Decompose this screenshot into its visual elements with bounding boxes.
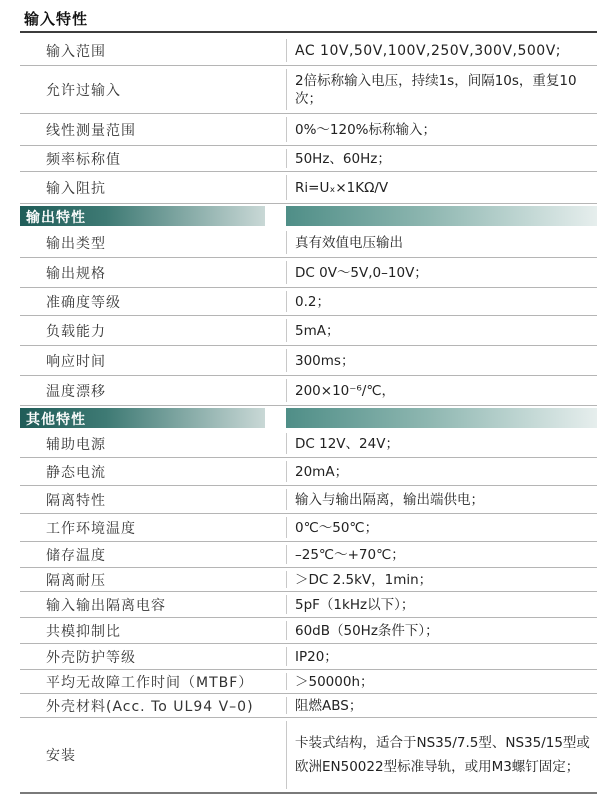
table-row xyxy=(20,670,597,694)
row-label: 频率标称值 xyxy=(46,151,121,168)
column-divider xyxy=(286,433,287,454)
row-label: 安装 xyxy=(46,748,76,764)
row-label: 线性测量范围 xyxy=(46,122,136,139)
column-divider xyxy=(286,175,287,200)
table-row xyxy=(20,694,597,718)
column-divider xyxy=(286,349,287,372)
page-title: 输入特性 xyxy=(24,10,89,28)
column-divider xyxy=(286,261,287,284)
column-divider xyxy=(286,489,287,510)
row-label: 工作环境温度 xyxy=(46,520,136,537)
section-header-bar-right xyxy=(286,206,597,226)
row-value: 200×10⁻⁶/℃， xyxy=(295,382,396,399)
row-label: 平均无故障工作时间（MTBF） xyxy=(46,674,254,691)
row-label: 共模抑制比 xyxy=(46,623,121,640)
row-value: ＞DC 2.5kV，1min； xyxy=(295,571,433,588)
row-value: Ri=Uₓ×1KΩ/V xyxy=(295,179,389,196)
column-divider xyxy=(286,39,287,62)
column-divider xyxy=(286,647,287,666)
table-row xyxy=(20,592,597,618)
column-divider xyxy=(286,461,287,482)
table-row xyxy=(20,618,597,644)
table-row xyxy=(20,376,597,406)
row-label: 负载能力 xyxy=(46,323,106,340)
title-underline xyxy=(20,31,597,33)
section-header-other xyxy=(20,408,597,428)
table-row xyxy=(20,346,597,376)
row-value: DC 0V～5V,0–10V； xyxy=(295,264,428,281)
table-row xyxy=(20,146,597,172)
table-row xyxy=(20,458,597,486)
column-divider xyxy=(286,319,287,342)
table-row xyxy=(20,644,597,670)
row-label: 辅助电源 xyxy=(46,436,106,453)
row-value: –25℃～+70℃； xyxy=(295,546,405,563)
column-divider xyxy=(286,517,287,538)
table-row xyxy=(20,316,597,346)
section-header-output xyxy=(20,206,597,226)
column-divider xyxy=(286,117,287,142)
row-value: IP20； xyxy=(295,648,338,665)
column-divider xyxy=(286,545,287,564)
column-divider xyxy=(286,69,287,110)
row-value: AC 10V,50V,100V,250V,300V,500V; xyxy=(295,42,562,59)
row-label: 温度漂移 xyxy=(46,383,106,400)
row-label: 隔离特性 xyxy=(46,492,106,509)
row-value: 5mA； xyxy=(295,322,340,339)
table-row xyxy=(20,228,597,258)
row-label: 输入范围 xyxy=(46,43,106,60)
row-label: 输出类型 xyxy=(46,235,106,252)
table-row xyxy=(20,288,597,316)
row-value: 0.2； xyxy=(295,293,330,310)
row-label: 外壳防护等级 xyxy=(46,649,136,666)
row-value: 阻燃ABS； xyxy=(295,697,363,714)
column-divider xyxy=(286,673,287,690)
row-value: 真有效值电压输出 xyxy=(295,234,403,251)
section-title: 其他特性 xyxy=(26,412,86,428)
row-label: 准确度等级 xyxy=(46,294,121,311)
row-label: 隔离耐压 xyxy=(46,572,106,589)
column-divider xyxy=(286,595,287,614)
row-value: 0%～120%标称输入； xyxy=(295,121,437,138)
row-value: 输入与输出隔离，输出端供电； xyxy=(295,491,484,508)
column-divider xyxy=(286,721,287,789)
section-header-bar xyxy=(20,408,265,428)
table-row xyxy=(20,568,597,592)
row-value: 5pF（1kHz以下）； xyxy=(295,596,415,613)
table-row xyxy=(20,114,597,146)
column-divider xyxy=(286,231,287,254)
table-row xyxy=(20,430,597,458)
row-label: 输入阻抗 xyxy=(46,180,106,197)
row-label: 输出规格 xyxy=(46,265,106,282)
section-title: 输出特性 xyxy=(26,210,86,226)
table-row xyxy=(20,718,597,794)
row-label: 允许过输入 xyxy=(46,82,121,99)
column-divider xyxy=(286,697,287,714)
row-label: 外壳材料(Acc. To UL94 V–0) xyxy=(46,698,254,715)
row-value: 20mA； xyxy=(295,463,349,480)
row-label: 响应时间 xyxy=(46,353,106,370)
table-row xyxy=(20,542,597,568)
section-header-bar xyxy=(20,206,265,226)
row-value: DC 12V、24V； xyxy=(295,435,399,452)
row-value: 300ms； xyxy=(295,352,355,369)
row-value: 卡装式结构，适合于NS35/7.5型、NS35/15型或欧洲EN50022型标准导轨，或用M3螺钉固定； xyxy=(295,735,590,775)
column-divider xyxy=(286,621,287,640)
row-value: 0℃～50℃； xyxy=(295,519,379,536)
column-divider xyxy=(286,291,287,312)
table-row xyxy=(20,258,597,288)
row-label: 储存温度 xyxy=(46,547,106,564)
table-row xyxy=(20,36,597,66)
table-row xyxy=(20,514,597,542)
column-divider xyxy=(286,571,287,588)
table-row xyxy=(20,172,597,204)
table-row xyxy=(20,486,597,514)
row-value: ＞50000h； xyxy=(295,673,374,690)
section-header-bar-right xyxy=(286,408,597,428)
column-divider xyxy=(286,379,287,402)
row-label: 输入输出隔离电容 xyxy=(46,597,166,614)
row-label: 静态电流 xyxy=(46,464,106,481)
row-value: 50Hz、60Hz； xyxy=(295,150,391,167)
row-value: 60dB（50Hz条件下）； xyxy=(295,622,439,639)
table-row xyxy=(20,66,597,114)
column-divider xyxy=(286,149,287,168)
row-value: 2倍标称输入电压，持续1s，间隔10s，重复10次； xyxy=(295,72,577,107)
